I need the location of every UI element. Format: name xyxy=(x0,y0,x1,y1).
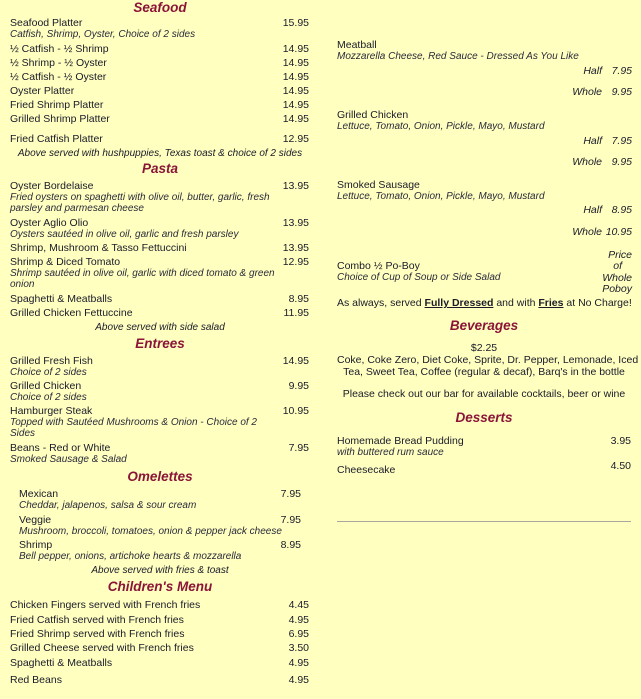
section-note: Above served with side salad xyxy=(95,322,225,333)
section-title-beverages: Beverages xyxy=(449,318,519,333)
menu-item-name: ½ Catfish - ½ Shrimp xyxy=(10,43,109,55)
menu-item-name: ½ Shrimp - ½ Oyster xyxy=(10,57,107,69)
menu-item-name: Oyster Platter xyxy=(10,85,75,97)
menu-item-name: Beans - Red or White xyxy=(10,442,111,454)
menu-item-price: 3.95 xyxy=(610,435,631,447)
menu-item-name: Shrimp & Diced Tomato xyxy=(10,256,121,268)
menu-item-desc: Cheddar, jalapenos, salsa & sour cream xyxy=(19,500,197,511)
note-text: As always, served xyxy=(337,297,425,309)
whole-price: 10.95 xyxy=(605,226,632,238)
note-text: at No Charge! xyxy=(563,297,632,309)
menu-item-name: Grilled Cheese served with French fries xyxy=(10,642,194,654)
menu-item-price: 8.95 xyxy=(288,293,309,305)
menu-item-name: Veggie xyxy=(19,514,52,526)
menu-item-name: ½ Catfish - ½ Oyster xyxy=(10,71,107,83)
menu-item-name: Fried Shrimp Platter xyxy=(10,99,104,111)
menu-item-price: 13.95 xyxy=(282,242,309,254)
menu-item-name: Spaghetti & Meatballs xyxy=(10,657,113,669)
menu-item-price: 4.95 xyxy=(288,674,309,686)
menu-item-price: 12.95 xyxy=(282,133,309,145)
menu-item-price: 7.95 xyxy=(280,514,301,526)
menu-item-name: Fried Shrimp served with French fries xyxy=(10,628,185,640)
whole-price: 9.95 xyxy=(611,86,632,98)
menu-item-name: Shrimp, Mushroom & Tasso Fettuccini xyxy=(10,242,187,254)
menu-item-name: Chicken Fingers served with French fries xyxy=(10,599,201,611)
menu-item-name: Fried Catfish served with French fries xyxy=(10,614,184,626)
menu-item-name: Grilled Chicken xyxy=(10,380,82,392)
menu-item-name: Cheesecake xyxy=(337,464,396,476)
poboy-desc: Lettuce, Tomato, Onion, Pickle, Mayo, Mustard xyxy=(337,121,545,132)
menu-item-price: 4.50 xyxy=(610,460,631,472)
poboy-desc: Mozzarella Cheese, Red Sauce - Dressed As You Like xyxy=(337,51,579,62)
menu-item-price: 7.95 xyxy=(288,442,309,454)
section-title-seafood: Seafood xyxy=(133,0,187,15)
fully-dressed-text: Fully Dressed xyxy=(424,297,494,309)
menu-item-desc: Topped with Sautéed Mushrooms & Onion - Choice of 2 xyxy=(10,417,257,428)
menu-item-desc: Sides xyxy=(10,428,36,439)
menu-item-price: 14.95 xyxy=(282,113,309,125)
poboy-name: Grilled Chicken xyxy=(337,109,409,121)
menu-item-name: Hamburger Steak xyxy=(10,405,93,417)
section-title-desserts: Desserts xyxy=(455,410,513,425)
menu-item-price: 7.95 xyxy=(280,488,301,500)
poboy-name: Meatball xyxy=(337,39,377,51)
half-price: 8.95 xyxy=(611,204,632,216)
menu-item-name: Seafood Platter xyxy=(10,17,83,29)
menu-item-price: 4.95 xyxy=(288,657,309,669)
fries-text: Fries xyxy=(538,297,564,309)
menu-item-name: Spaghetti & Meatballs xyxy=(10,293,113,305)
combo-price-line: of xyxy=(613,260,622,272)
section-title-pasta: Pasta xyxy=(141,161,179,176)
menu-item-price: 3.50 xyxy=(288,642,309,654)
menu-item-name: Homemade Bread Pudding xyxy=(337,435,464,447)
half-label: Half xyxy=(583,135,602,147)
combo-price-line: Whole xyxy=(602,272,632,284)
menu-item-price: 14.95 xyxy=(282,71,309,83)
whole-label: Whole xyxy=(572,86,602,98)
menu-item-name: Fried Catfish Platter xyxy=(10,133,103,145)
menu-item-name: Grilled Fresh Fish xyxy=(10,355,93,367)
menu-item-desc: Oysters sautéed in olive oil, garlic and fresh parsley xyxy=(10,229,239,240)
section-title-childrens-menu: Children's Menu xyxy=(107,579,213,594)
menu-item-price: 13.95 xyxy=(282,217,309,229)
menu-item-desc: Catfish, Shrimp, Oyster, Choice of 2 sides xyxy=(10,29,196,40)
menu-item-price: 15.95 xyxy=(282,17,309,29)
menu-item-price: 6.95 xyxy=(288,628,309,640)
whole-price: 9.95 xyxy=(611,156,632,168)
section-note: Above served with fries & toast xyxy=(91,565,229,576)
menu-item-price: 9.95 xyxy=(288,380,309,392)
menu-item-desc: parsley and parmesan cheese xyxy=(10,203,144,214)
menu-item-desc: with buttered rum sauce xyxy=(337,447,444,458)
half-price: 7.95 xyxy=(611,65,632,77)
menu-item-desc: Smoked Sausage & Salad xyxy=(10,454,127,465)
menu-item-desc: Bell pepper, onions, artichoke hearts & mozzarella xyxy=(19,551,242,562)
combo-price-line: Poboy xyxy=(602,283,632,295)
combo-desc: Choice of Cup of Soup or Side Salad xyxy=(337,272,501,283)
menu-item-price: 12.95 xyxy=(282,256,309,268)
combo-name: Combo ½ Po-Boy xyxy=(337,260,420,272)
menu-item-name: Mexican xyxy=(19,488,59,500)
whole-label: Whole xyxy=(572,156,602,168)
bar-note: Please check out our bar for available cocktails, beer or wine xyxy=(342,388,626,400)
menu-item-desc: Choice of 2 sides xyxy=(10,367,87,378)
beverage-list: Coke, Coke Zero, Diet Coke, Sprite, Dr. Pepper, Lemonade, Iced xyxy=(337,354,639,366)
menu-item-desc: onion xyxy=(10,279,35,290)
whole-label: Whole xyxy=(572,226,602,238)
menu-item-name: Oyster Aglio Olio xyxy=(10,217,89,229)
divider xyxy=(337,521,631,522)
poboy-name: Smoked Sausage xyxy=(337,179,420,191)
beverage-price: $2.25 xyxy=(470,342,498,354)
menu-item-price: 10.95 xyxy=(282,405,309,417)
menu-item-price: 4.45 xyxy=(288,599,309,611)
half-label: Half xyxy=(583,65,602,77)
poboy-desc: Lettuce, Tomato, Onion, Pickle, Mayo, Mustard xyxy=(337,191,545,202)
menu-item-name: Oyster Bordelaise xyxy=(10,180,94,192)
menu-item-desc: Choice of 2 sides xyxy=(10,392,87,403)
section-title-omelettes: Omelettes xyxy=(127,469,193,484)
menu-item-price: 14.95 xyxy=(282,85,309,97)
half-label: Half xyxy=(583,204,602,216)
section-title-entrees: Entrees xyxy=(135,336,185,351)
menu-item-desc: Mushroom, broccoli, tomatoes, onion & pepper jack cheese xyxy=(19,526,282,537)
menu-item-price: 11.95 xyxy=(283,307,309,319)
combo-price-line: Price xyxy=(608,249,632,261)
menu-item-price: 14.95 xyxy=(282,355,309,367)
menu-item-name: Red Beans xyxy=(10,674,62,686)
menu-item-price: 13.95 xyxy=(282,180,309,192)
menu-item-price: 14.95 xyxy=(282,57,309,69)
dressed-note xyxy=(337,297,631,309)
menu-item-name: Grilled Shrimp Platter xyxy=(10,113,110,125)
menu-item-price: 8.95 xyxy=(280,539,301,551)
menu-item-price: 14.95 xyxy=(282,99,309,111)
half-price: 7.95 xyxy=(611,135,632,147)
beverage-list: Tea, Sweet Tea, Coffee (regular & decaf), Barq's in the bottle xyxy=(343,366,625,378)
section-note: Above served with hushpuppies, Texas toast & choice of 2 sides xyxy=(17,148,303,159)
menu-item-name: Grilled Chicken Fettuccine xyxy=(10,307,133,319)
menu-item-price: 14.95 xyxy=(282,43,309,55)
menu-item-desc: Shrimp sautéed in olive oil, garlic with diced tomato & green xyxy=(10,268,275,279)
note-text: and with xyxy=(493,297,539,309)
menu-item-desc: Fried oysters on spaghetti with olive oil, butter, garlic, fresh xyxy=(10,192,270,203)
menu-item-price: 4.95 xyxy=(288,614,309,626)
menu-item-name: Shrimp xyxy=(19,539,53,551)
